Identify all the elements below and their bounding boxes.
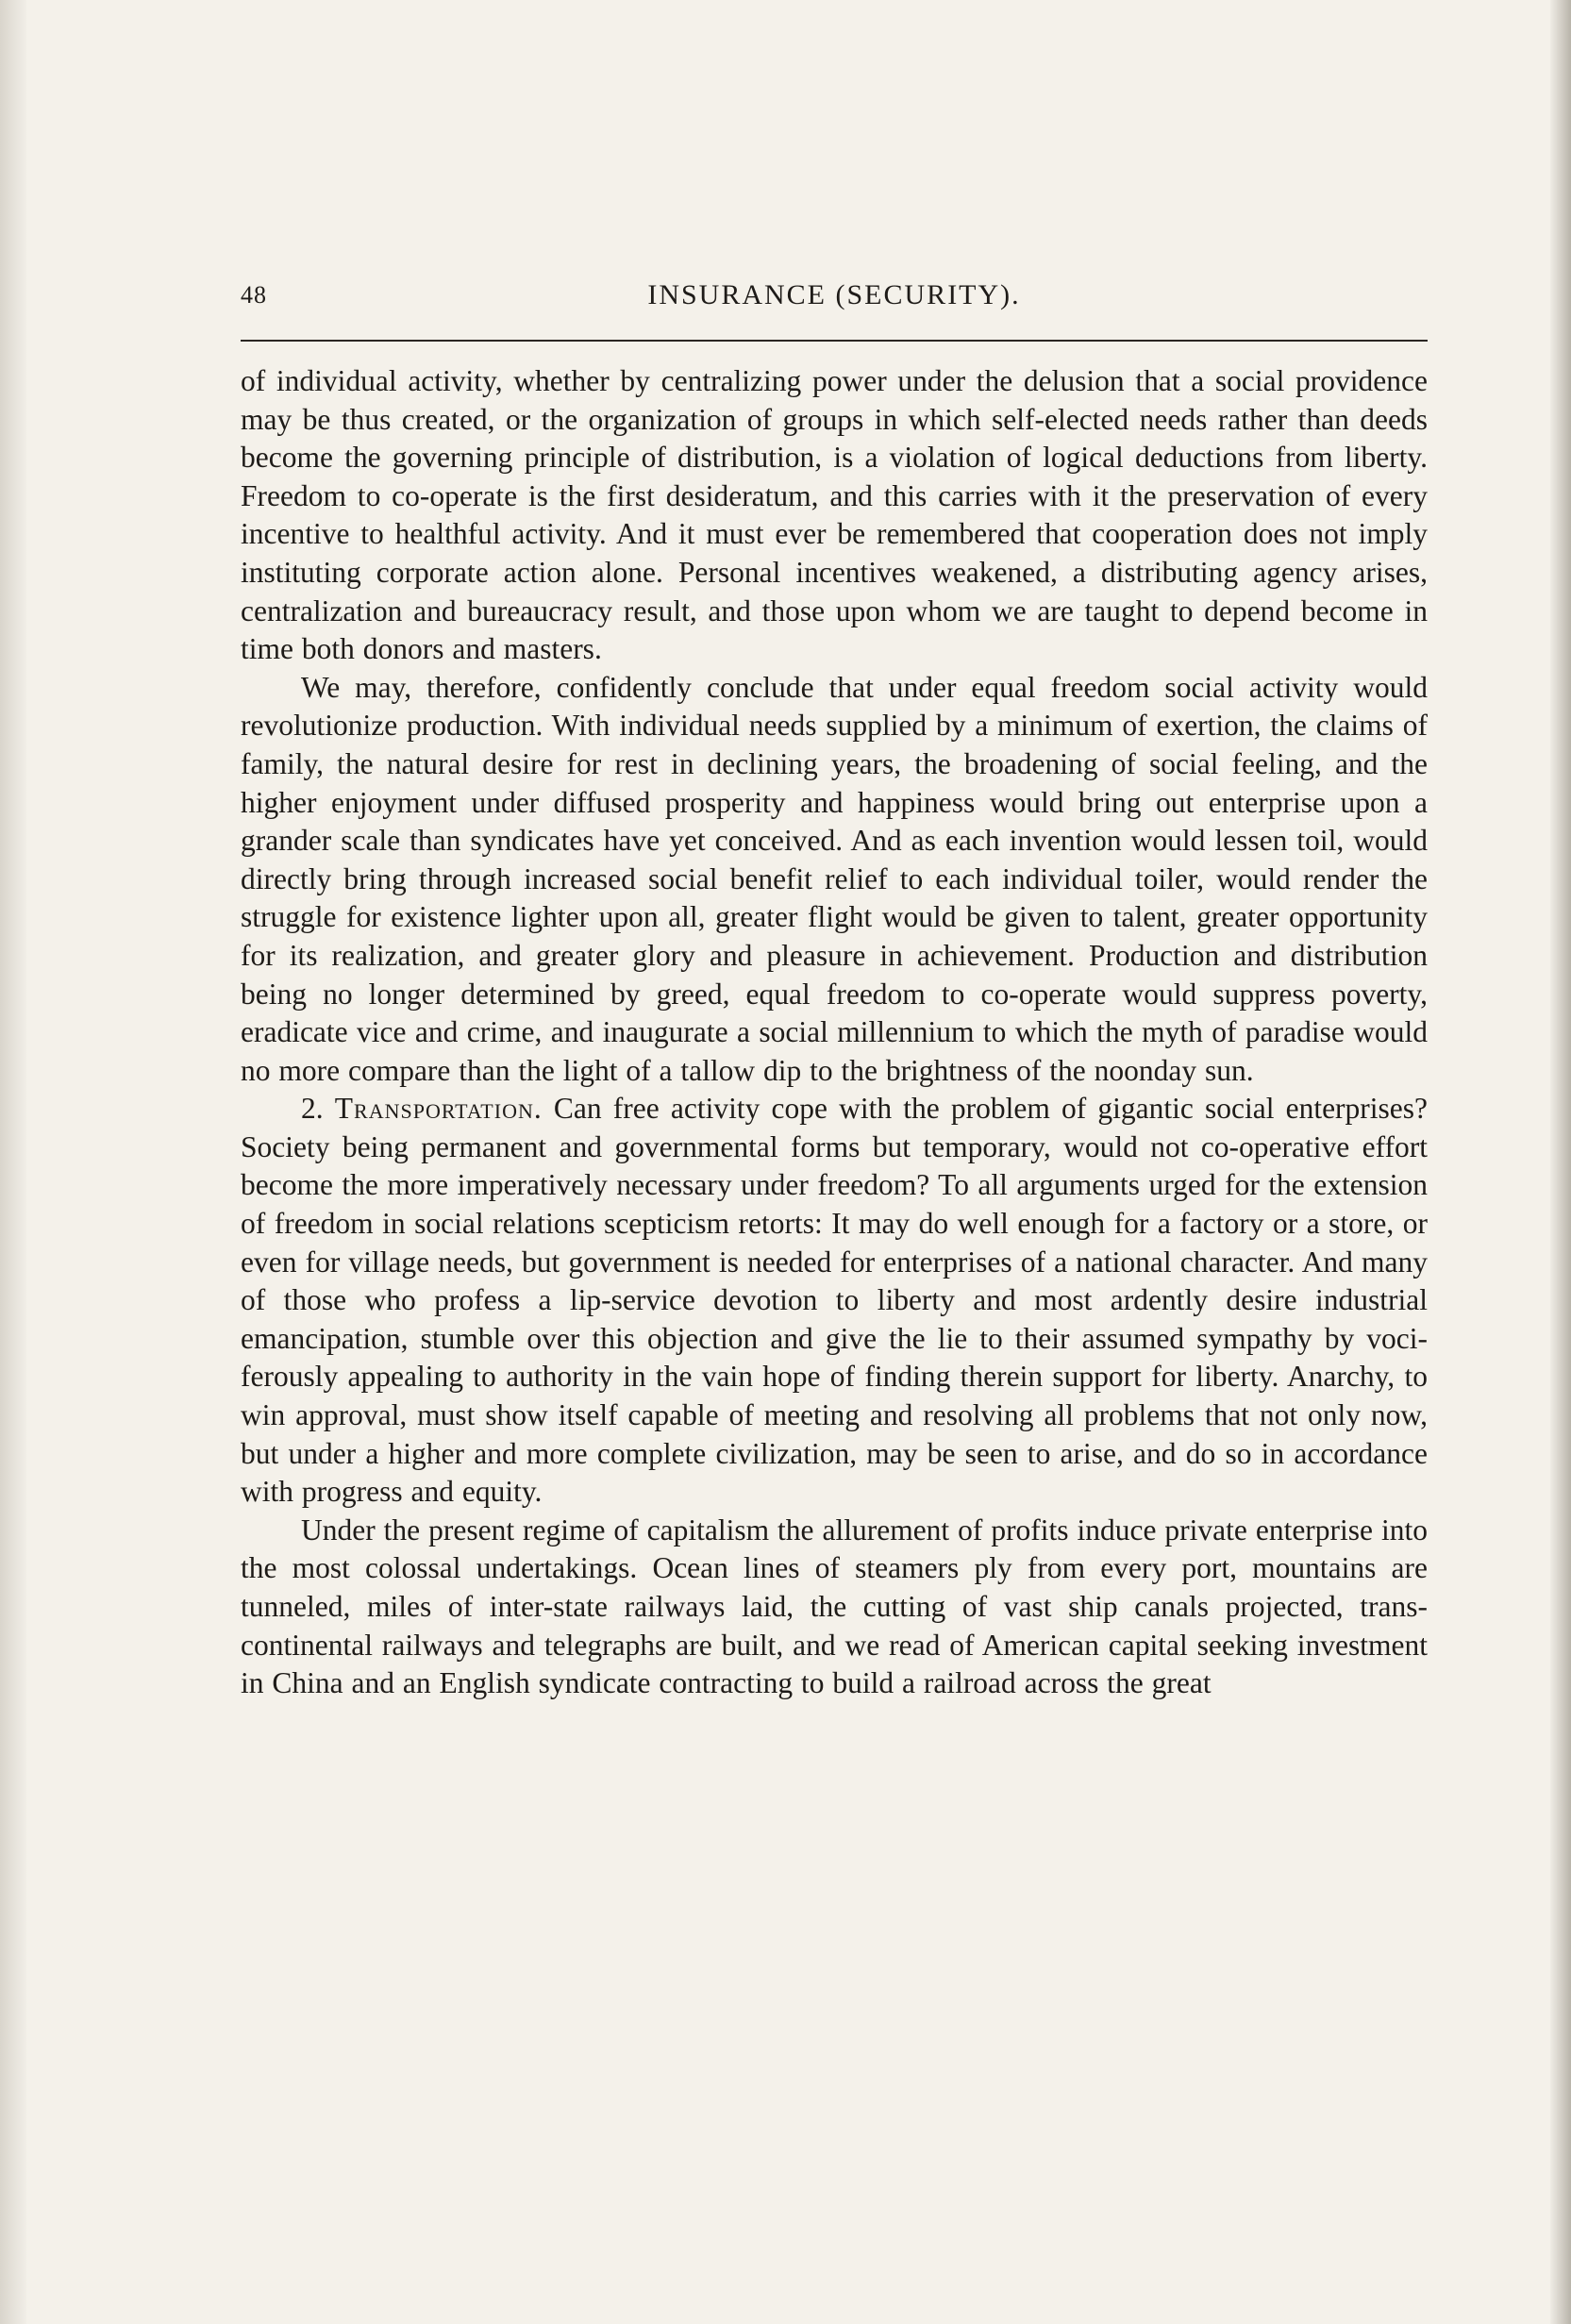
section-number: 2. — [301, 1092, 324, 1126]
page-number: 48 — [241, 281, 267, 309]
paragraph-3-text: Can free activity cope with the problem of gigantic social enterprises? Society being permanent and governmental forms but temporary, would not co-operative effort become the more imperatively necessary under freedom? To all arguments urged for the extension of freedom in social relations scepticism retorts: It may do well enough for a factory or a store, or even for village needs, but government is needed for enterprises of a national character. And many of those who profess a lip-service devotion to liberty and most ardently desire industrial emancipation, stumble over this objection and give the lie to their assumed sympathy by vociferously appealing to authority in the vain hope of finding therein support for liberty. Anarchy, to win approval, must show itself capable of meeting and resolving all problems that not only now, but under a higher and more complete civilization, may be seen to arise, and do so in accordance with progress and equity. — [241, 1092, 1429, 1509]
scan-edge-right — [1550, 0, 1571, 2324]
scan-edge-left — [0, 0, 26, 2324]
paragraph-4: Under the present regime of capitalism the allurement of profits induce private enterprise into the most colossal undertakings. Ocean lines of steamers ply from every port, mountains are tunneled, miles of inter-state railways laid, the cutting of vast ship canals projected, trans-continental railways and telegraphs are built, and we read of American capital seeking investment in China and an English syndicate contracting to build a railroad across the great — [241, 1513, 1428, 1700]
section-heading: Transportation. — [334, 1092, 543, 1126]
header-rule — [241, 340, 1428, 342]
paragraph-1: of individual activity, whether by centralizing power under the delusion that a social providence may be thus created, or the organization of groups in which self-elected needs rather than deeds become the governing principle of distribution, is a violation of logical deductions from liberty. Freedom to co-operate is the first desideratum, and this carries with it the preservation of every incentive to healthful activity. And it must ever be remembered that cooperation does not imply instituting corporate action alone. Personal incentives weakened, a distributing agency arises, centralization and bureaucracy result, and those upon whom we are taught to depend become in time both donors and masters. — [241, 364, 1428, 666]
page-header — [241, 268, 1428, 334]
paragraph-3 — [241, 1090, 1428, 1512]
paragraph-2: We may, therefore, confidently conclude that under equal freedom social activity would revolutionize production. With individual needs supplied by a minimum of exertion, the claims of family, the natural desire for rest in declining years, the broadening of social feeling, and the higher enjoyment under diffused prosperity and happiness would bring out enterprise upon a grander scale than syndicates have yet conceived. And as each invention would lessen toil, would directly bring through increased social benefit relief to each individual toiler, would render the struggle for existence lighter upon all, greater flight would be given to talent, greater opportunity for its realization, and greater glory and pleasure in achievement. Production and distribution being no longer determined by greed, equal freedom to co-operate would suppress poverty, eradicate vice and crime, and inaugurate a social millennium to which the myth of paradise would no more compare than the light of a tallow dip to the brightness of the noonday sun. — [241, 670, 1428, 1087]
body-text — [241, 362, 1428, 1703]
running-head: INSURANCE (SECURITY). — [647, 279, 1021, 310]
book-page — [241, 268, 1428, 2127]
